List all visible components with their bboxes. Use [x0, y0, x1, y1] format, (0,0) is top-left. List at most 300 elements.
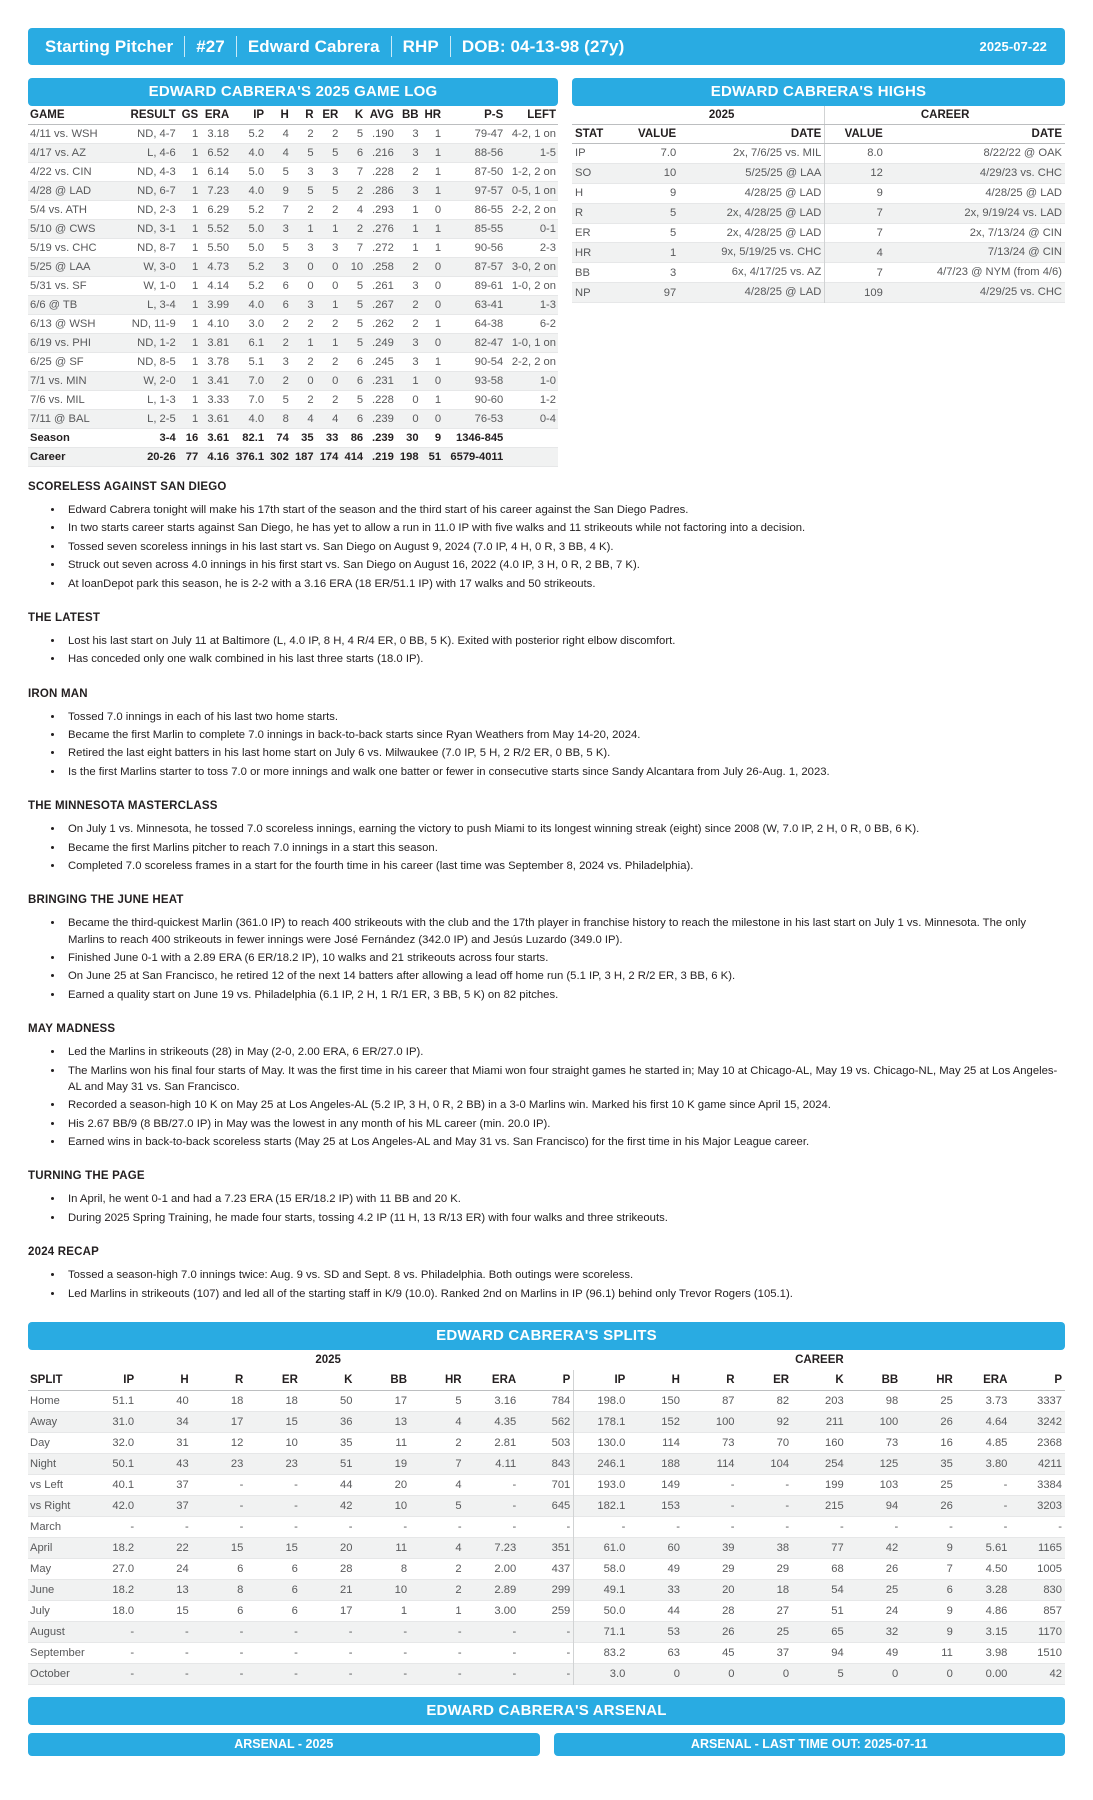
highs-row: [572, 223, 1065, 243]
gamelog-cell: .239: [372, 413, 394, 425]
gamelog-cell: 1: [192, 280, 199, 292]
splits-row: [28, 1537, 1065, 1558]
gamelog-total-cell: 3-4: [159, 432, 176, 444]
splits-cell: 20: [340, 1541, 353, 1554]
note-bullet-list: [64, 709, 1065, 781]
highs-col-date-4: DATE: [886, 125, 1065, 144]
gamelog-row: [28, 144, 558, 163]
gamelog-col-avg: AVG: [365, 106, 396, 125]
highs-cell: 6x, 4/17/25 vs. AZ: [731, 266, 822, 279]
gamelog-cell: 3-0, 2 on: [511, 261, 556, 273]
gamelog-cell: 2-2, 2 on: [511, 356, 556, 368]
gamelog-cell: 0: [307, 375, 314, 387]
gamelog-cell: 1: [434, 242, 442, 254]
splits-cell: -: [730, 1520, 735, 1533]
gamelog-cell: 5.2: [248, 280, 265, 292]
gamelog-cell: 4/17 vs. AZ: [30, 147, 86, 159]
gamelog-col-result: RESULT: [124, 106, 178, 125]
splits-row-label: April: [30, 1541, 53, 1554]
splits-row-label: Night: [30, 1457, 57, 1470]
splits-cell: 100: [879, 1415, 899, 1428]
arsenal-section: [28, 1697, 1065, 1756]
note-heading: IRON MAN: [28, 687, 88, 700]
gamelog-cell: 5: [332, 147, 339, 159]
splits-cell: -: [566, 1667, 571, 1680]
splits-cell: 26: [722, 1625, 735, 1638]
splits-cell: 784: [551, 1394, 571, 1407]
gamelog-cell: 0-4: [539, 413, 556, 425]
gamelog-cell: 6: [282, 280, 289, 292]
gamelog-cell: 7/6 vs. MIL: [30, 394, 85, 406]
note-block: [28, 800, 1065, 874]
gamelog-cell: W, 3-0: [143, 261, 176, 273]
gamelog-cell: 64-38: [474, 318, 504, 330]
gamelog-total-cell: [505, 448, 558, 467]
splits-cell: 3.80: [985, 1457, 1008, 1470]
pitcher-name: Edward Cabrera: [247, 36, 380, 56]
gamelog-cell: 85-55: [474, 223, 504, 235]
splits-cell: 18.2: [112, 1541, 135, 1554]
note-bullet: • Led the Marlins in strikeouts (28) in May (2-0, 2.00 ERA, 6 ER/27.0 IP).: [64, 1044, 1065, 1060]
gamelog-col-p-s: P-S: [443, 106, 505, 125]
note-bullet: • Recorded a season-high 10 K on May 25 at Los Angeles-AL (5.2 IP, 3 H, 0 R, 2 BB) in a 3-0 Marlins win. Marked his first 10 K game since April 15, 2024.: [64, 1097, 1065, 1113]
gamelog-cell: 4.14: [207, 280, 230, 292]
splits-cell: 51.1: [112, 1394, 135, 1407]
highs-cell: 7.0: [660, 147, 677, 160]
game-date: 2025-07-22: [979, 39, 1047, 54]
gamelog-cell: 1: [332, 299, 339, 311]
highs-cell: H: [575, 187, 584, 200]
splits-col-y2025-er: ER: [246, 1370, 301, 1391]
splits-cell: 17: [340, 1604, 353, 1617]
note-bullet-list: [64, 915, 1065, 1003]
gamelog-total-cell: 33: [325, 432, 339, 444]
gamelog-cell: W, 2-0: [143, 375, 176, 387]
gamelog-cell: 4/11 vs. WSH: [30, 128, 98, 140]
splits-cell: 153: [661, 1499, 680, 1512]
note-bullet: • In two starts career starts against San Diego, he has yet to allow a run in 11.0 IP with five walks and 11 strikeouts while not factoring into a decision.: [64, 520, 1065, 536]
note-bullet: • Edward Cabrera tonight will make his 17th start of the season and the third start of his career against the San Diego Padres.: [64, 502, 1065, 518]
splits-cell: -: [348, 1646, 353, 1659]
gamelog-cell: 1-3: [539, 299, 556, 311]
splits-cell: 94: [885, 1499, 899, 1512]
gamelog-cell: 7/11 @ BAL: [30, 413, 90, 425]
gamelog-cell: 3.78: [207, 356, 230, 368]
gamelog-row: [28, 334, 558, 353]
gamelog-cell: 89-61: [474, 280, 504, 292]
gamelog-cell: 4: [307, 413, 314, 425]
gamelog-cell: 0: [434, 413, 442, 425]
gamelog-cell: 5/31 vs. SF: [30, 280, 87, 292]
splits-cell: 3384: [1037, 1478, 1062, 1491]
splits-cell: 3.16: [494, 1394, 517, 1407]
gamelog-cell: .267: [372, 299, 394, 311]
highs-cell: 7: [825, 203, 886, 223]
splits-row-label: Home: [30, 1394, 60, 1407]
gamelog-row: [28, 258, 558, 277]
splits-col-y2025-era: ERA: [465, 1370, 520, 1391]
splits-cell: 17: [394, 1394, 408, 1407]
gamelog-cell: 2: [307, 204, 314, 216]
splits-cell: 18: [230, 1394, 244, 1407]
splits-row: [28, 1474, 1065, 1495]
highs-cell: 5/25/25 @ LAA: [745, 166, 822, 179]
gamelog-cell: 3: [332, 166, 339, 178]
gamelog-cell: 8: [282, 413, 289, 425]
gamelog-total-cell: 198: [399, 451, 419, 463]
gamelog-row: [28, 372, 558, 391]
gamelog-total-cell: 82.1: [242, 432, 265, 444]
gamelog-cell: 1: [192, 166, 199, 178]
splits-cell: 1510: [1037, 1646, 1062, 1659]
gamelog-total-cell: 74: [276, 432, 289, 444]
gamelog-cell: 90-54: [474, 356, 504, 368]
gamelog-total-cell: 6579-4011: [450, 451, 504, 463]
gamelog-total-cell: 51: [428, 451, 442, 463]
gamelog-cell: .228: [372, 166, 394, 178]
highs-cell: 4: [825, 243, 886, 263]
gamelog-cell: 0: [434, 299, 442, 311]
note-bullet-list: [64, 633, 1065, 668]
gamelog-cell: .262: [372, 318, 394, 330]
splits-cell: 830: [1043, 1583, 1062, 1596]
splits-cell: 215: [825, 1499, 844, 1512]
gamelog-cell: 4: [356, 204, 364, 216]
gamelog-cell: 5.0: [248, 242, 265, 254]
splits-cell: 13: [176, 1583, 189, 1596]
splits-section: [28, 1322, 1065, 1685]
gamelog-cell: 2: [282, 375, 289, 387]
gamelog-cell: ND, 8-5: [137, 356, 176, 368]
gamelog-cell: 6: [356, 147, 364, 159]
gamelog-cell: 2: [282, 337, 289, 349]
gamelog-cell: 4: [332, 413, 339, 425]
gamelog-cell: 2: [307, 356, 314, 368]
gamelog-cell: 0: [412, 394, 419, 406]
splits-cell: -: [239, 1499, 244, 1512]
gamelog-cell: 5: [307, 147, 314, 159]
splits-cell: 13: [394, 1415, 408, 1428]
gamelog-cell: 6: [356, 356, 364, 368]
gamelog-cell: 7: [356, 242, 364, 254]
note-bullet: • Struck out seven across 4.0 innings in his first start vs. San Diego on August 16, 2022 (4.0 IP, 3 H, 0 R, 2 BB, 7 K).: [64, 557, 1065, 573]
splits-col-y2025-h: H: [137, 1370, 192, 1391]
splits-cell: 25: [885, 1583, 899, 1596]
gamelog-cell: 1: [434, 166, 442, 178]
splits-row: [28, 1558, 1065, 1579]
splits-col-career-bb: BB: [847, 1370, 902, 1391]
gamelog-cell: 1: [434, 147, 442, 159]
highs-col-date-2: DATE: [679, 125, 825, 144]
highs-cell: 7: [825, 263, 886, 283]
splits-cell: 5.61: [985, 1541, 1008, 1554]
note-bullet: • Retired the last eight batters in his last home start on July 6 vs. Milwaukee (7.0 IP, 5 H, 2 R/2 ER, 0 BB, 5 K).: [64, 745, 1065, 761]
gamelog-cell: 5.0: [248, 223, 265, 235]
gamelog-cell: 1: [434, 185, 442, 197]
splits-cell: -: [403, 1646, 408, 1659]
splits-cell: 104: [770, 1457, 790, 1470]
gamelog-total-cell: 3.61: [207, 432, 230, 444]
splits-cell: -: [512, 1478, 517, 1491]
splits-cell: 0: [946, 1667, 953, 1680]
splits-cell: 18.0: [112, 1604, 135, 1617]
splits-cell: 33: [667, 1583, 680, 1596]
gamelog-cell: 2: [307, 394, 314, 406]
splits-cell: 71.1: [574, 1621, 629, 1642]
gamelog-cell: 1-0, 2 on: [511, 280, 556, 292]
splits-cell: 8: [237, 1583, 244, 1596]
gamelog-cell: L, 3-4: [147, 299, 176, 311]
splits-cell: -: [294, 1478, 298, 1491]
highs-row: [572, 263, 1065, 283]
splits-cell: 26: [940, 1499, 953, 1512]
arsenal-pills: [28, 1733, 1065, 1756]
splits-cell: 150: [661, 1394, 680, 1407]
gamelog-cell: L, 4-6: [147, 147, 176, 159]
highs-cell: 1: [669, 246, 677, 259]
splits-cell: 18: [776, 1583, 790, 1596]
splits-cell: 87: [722, 1394, 735, 1407]
splits-col-y2025-r: R: [192, 1370, 247, 1391]
highs-cell: 2x, 7/6/25 vs. MIL: [733, 147, 822, 159]
splits-row: [28, 1642, 1065, 1663]
splits-cell: -: [512, 1646, 517, 1659]
splits-cell: 51: [831, 1604, 844, 1617]
arsenal-2025-pill[interactable]: ARSENAL - 2025: [28, 1733, 540, 1756]
splits-cell: 37: [176, 1499, 189, 1512]
gamelog-cell: 1-2: [539, 394, 556, 406]
splits-cell: 24: [176, 1562, 189, 1575]
note-heading: BRINGING THE JUNE HEAT: [28, 894, 184, 907]
arsenal-last-time-out-pill[interactable]: ARSENAL - LAST TIME OUT: 2025-07-11: [554, 1733, 1066, 1756]
splits-cell: 53: [667, 1625, 680, 1638]
splits-cell: 1170: [1037, 1625, 1062, 1638]
note-block: [28, 894, 1065, 1003]
splits-cell: 58.0: [574, 1558, 629, 1579]
gamelog-cell: .261: [372, 280, 394, 292]
splits-cell: 4.86: [985, 1604, 1008, 1617]
splits-col-career-era: ERA: [956, 1370, 1011, 1391]
splits-cell: 5: [455, 1394, 462, 1407]
gamelog-cell: 1-2, 2 on: [511, 166, 556, 178]
splits-cell: 2.00: [494, 1562, 517, 1575]
splits-cell: -: [894, 1520, 899, 1533]
gamelog-cell: 2-3: [539, 242, 556, 254]
splits-row: [28, 1516, 1065, 1537]
splits-cell: 199: [825, 1478, 844, 1491]
gamelog-cell: 6.1: [248, 337, 265, 349]
gamelog-cell: 3.81: [207, 337, 230, 349]
splits-cell: 19: [394, 1457, 408, 1470]
splits-cell: 4.50: [985, 1562, 1008, 1575]
note-bullet: • Has conceded only one walk combined in his last three starts (18.0 IP).: [64, 651, 1065, 667]
splits-cell: 6: [237, 1604, 244, 1617]
gamelog-cell: 5: [356, 280, 364, 292]
gamelog-total-cell: .219: [372, 451, 394, 463]
splits-cell: 0: [728, 1667, 735, 1680]
gamelog-cell: 6/13 @ WSH: [30, 318, 96, 330]
splits-cell: -: [512, 1520, 517, 1533]
gamelog-cell: 2: [282, 318, 289, 330]
note-bullet: • During 2025 Spring Training, he made four starts, tossing 4.2 IP (11 H, 13 R/13 ER) with four walks and three strikeouts.: [64, 1210, 1065, 1226]
splits-cell: 2: [455, 1436, 462, 1449]
splits-cell: -: [574, 1516, 629, 1537]
note-bullet-list: [64, 1191, 1065, 1226]
splits-col-career-p: P: [1010, 1370, 1065, 1391]
gamelog-cell: 90-60: [474, 394, 504, 406]
splits-cell: 211: [825, 1415, 844, 1428]
highs-cell: R: [575, 207, 584, 220]
note-bullet: • Tossed a season-high 7.0 innings twice: Aug. 9 vs. SD and Sept. 8 vs. Philadelphia. Both outings were scoreless.: [64, 1267, 1065, 1283]
gamelog-cell: 1-5: [539, 147, 556, 159]
splits-cell: 193.0: [574, 1474, 629, 1495]
splits-cell: -: [1003, 1520, 1008, 1533]
highs-cell: 9: [825, 183, 886, 203]
gamelog-cell: 2-2, 2 on: [511, 204, 556, 216]
highs-group-row: [572, 106, 1065, 125]
gamelog-cell: 2: [332, 204, 339, 216]
splits-cell: 4: [455, 1415, 462, 1428]
splits-cell: 198.0: [574, 1390, 629, 1411]
highs-row: [572, 163, 1065, 183]
splits-cell: 114: [716, 1457, 735, 1470]
gamelog-cell: 1: [192, 147, 199, 159]
splits-group-row: [28, 1350, 1065, 1370]
gamelog-cell: 3: [282, 261, 289, 273]
highs-title: EDWARD CABRERA'S HIGHS: [572, 78, 1065, 106]
splits-cell: 11: [941, 1646, 953, 1659]
gamelog-cell: 87-50: [474, 166, 504, 178]
splits-cell: -: [512, 1499, 517, 1512]
gamelog-cell: 1: [192, 242, 199, 254]
gamelog-cell: 2: [412, 166, 419, 178]
splits-cell: 43: [176, 1457, 189, 1470]
gamelog-cell: 2: [307, 128, 314, 140]
gamelog-total-cell: 9: [434, 432, 442, 444]
gamelog-cell: 3.0: [248, 318, 265, 330]
note-bullet: • On July 1 vs. Minnesota, he tossed 7.0 scoreless innings, earning the victory to push Miami to its longest winning streak (eight) since 2008 (W, 7.0 IP, 2 H, 0 R, 0 BB, 6 K).: [64, 821, 1065, 837]
gamelog-cell: 5.2: [248, 261, 265, 273]
notes-section: [28, 481, 1065, 1302]
note-bullet: • Earned wins in back-to-back scoreless starts (May 25 at Los Angeles-AL and May 31 vs. San Francisco) for the first time in his Major League career.: [64, 1134, 1065, 1150]
gamelog-cell: 2: [332, 394, 339, 406]
splits-cell: 10: [394, 1499, 408, 1512]
splits-cell: 20: [394, 1478, 408, 1491]
splits-cell: 23: [285, 1457, 298, 1470]
gamelog-cell: L, 2-5: [147, 413, 176, 425]
highs-head: [572, 106, 1065, 144]
gamelog-cell: 87-57: [474, 261, 504, 273]
splits-row: [28, 1453, 1065, 1474]
gamelog-cell: 1: [192, 185, 199, 197]
note-bullet: • In April, he went 0-1 and had a 7.23 ERA (15 ER/18.2 IP) with 11 BB and 20 K.: [64, 1191, 1065, 1207]
splits-cell: 1005: [1037, 1562, 1062, 1575]
splits-cell: 10: [394, 1583, 408, 1596]
gamelog-col-bb: BB: [396, 106, 421, 125]
gamelog-total-cell: 187: [294, 451, 314, 463]
splits-cell: 49.1: [574, 1579, 629, 1600]
note-heading: THE LATEST: [28, 611, 101, 624]
gamelog-cell: 3: [412, 356, 419, 368]
gamelog-cell: 4.0: [248, 299, 265, 311]
gamelog-cell: 7/1 vs. MIN: [30, 375, 87, 387]
splits-cell: 25: [940, 1478, 953, 1491]
gamelog-cell: 2: [332, 128, 339, 140]
splits-row: [28, 1600, 1065, 1621]
gamelog-total-cell: 35: [301, 432, 314, 444]
gamelog-cell: 6: [356, 375, 364, 387]
gamelog-cell: .286: [372, 185, 394, 197]
gamelog-cell: 1: [412, 242, 419, 254]
gamelog-cell: 5.2: [248, 204, 265, 216]
gamelog-cell: 6/25 @ SF: [30, 356, 84, 368]
gamelog-cell: 0: [332, 261, 339, 273]
splits-cell: 15: [176, 1604, 189, 1617]
splits-cell: 6: [291, 1604, 298, 1617]
highs-col-stat-0: STAT: [572, 125, 619, 144]
splits-group-2025: 2025: [315, 1353, 341, 1366]
splits-cell: -: [512, 1625, 517, 1638]
splits-cell: 29: [722, 1562, 735, 1575]
highs-cell: NP: [575, 286, 591, 299]
splits-cell: 114: [662, 1436, 680, 1449]
highs-cell: SO: [575, 167, 592, 180]
splits-cell: 23: [230, 1457, 244, 1470]
gamelog-cell: 5: [307, 185, 314, 197]
splits-cell: 50.0: [574, 1600, 629, 1621]
highs-row: [572, 203, 1065, 223]
splits-row-label: July: [30, 1604, 50, 1617]
splits-cell: 42: [1049, 1667, 1062, 1680]
splits-cell: 68: [831, 1562, 844, 1575]
highs-cell: 9: [669, 187, 677, 200]
gamelog-cell: 6: [356, 413, 364, 425]
note-bullet: • Became the first Marlins pitcher to reach 7.0 innings in a start this season.: [64, 840, 1065, 856]
splits-cell: 49: [667, 1562, 680, 1575]
splits-cell: 4.64: [985, 1415, 1008, 1428]
gamelog-cell: 0: [412, 413, 419, 425]
splits-cell: 51: [340, 1457, 353, 1470]
note-bullet: • Became the third-quickest Marlin (361.0 IP) to reach 400 strikeouts with the club and the 17th player in franchise history to reach the milestone in his last start on July 1 vs. Minnesota. The only Marlins to reach 400 strikeouts in fewer innings were José Fernández (342.0 IP) and Jesús Luzardo (349.0 IP).: [64, 915, 1065, 948]
gamelog-cell: 5: [356, 128, 364, 140]
splits-cell: 4.11: [495, 1457, 517, 1470]
highs-cell: 9x, 5/19/25 vs. CHC: [721, 246, 822, 259]
gamelog-cell: 5/4 vs. ATH: [30, 204, 87, 216]
gamelog-total-cell: 20-26: [147, 451, 176, 463]
gamelog-cell: 6: [282, 299, 289, 311]
highs-section: [572, 78, 1065, 303]
splits-row: [28, 1663, 1065, 1684]
gamelog-cell: .258: [372, 261, 394, 273]
gamelog-cell: 1: [192, 375, 199, 387]
gamelog-cell: 0: [434, 261, 442, 273]
splits-row: [28, 1411, 1065, 1432]
splits-cell: 645: [551, 1499, 571, 1512]
gamelog-cell: 0: [307, 261, 314, 273]
splits-cell: 36: [340, 1415, 353, 1428]
gamelog-cell: 1: [412, 375, 419, 387]
note-bullet: • Completed 7.0 scoreless frames in a start for the fourth time in his career (last time was September 8, 2024 vs. Philadelphia).: [64, 858, 1065, 874]
splits-row-label: October: [30, 1667, 70, 1680]
gamelog-total-cell: 1346-845: [455, 432, 504, 444]
splits-cell: -: [457, 1646, 462, 1659]
gamelog-cell: 0: [434, 280, 442, 292]
gamelog-cell: 4-2, 1 on: [511, 128, 556, 140]
splits-cell: 63: [667, 1646, 680, 1659]
splits-cell: 2368: [1037, 1436, 1062, 1449]
splits-cell: 857: [1043, 1604, 1062, 1617]
splits-cell: 40: [176, 1394, 189, 1407]
